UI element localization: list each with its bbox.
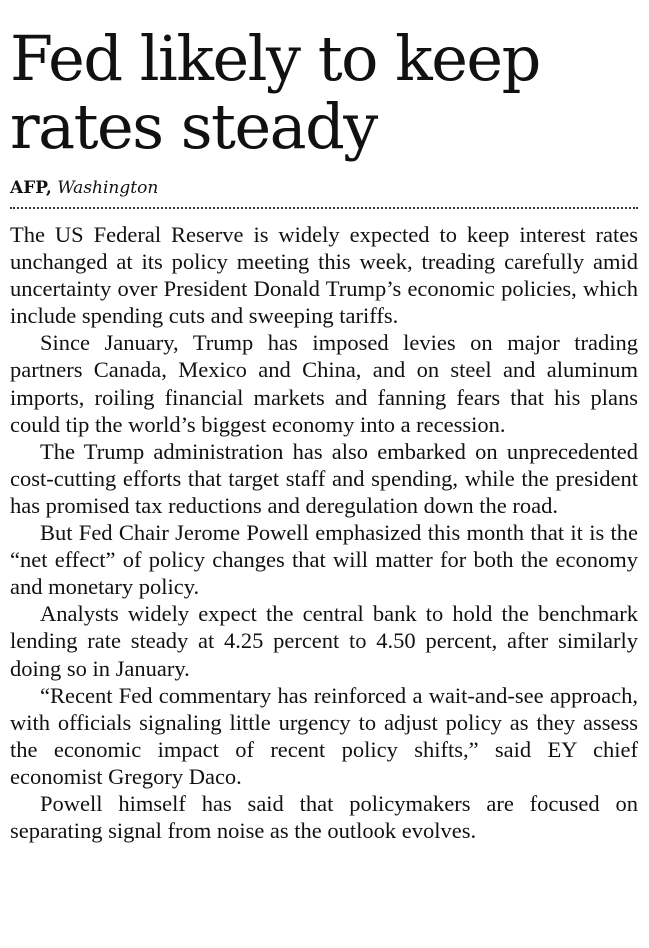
paragraph-7: Powell himself has said that policymakers are focused on separating signal from noise as the outlook evolves. xyxy=(10,790,638,844)
paragraph-3: The Trump administration has also embarked on unprecedented cost-cutting efforts that target staff and spending, while the president has promised tax reductions and deregulation down the road. xyxy=(10,438,638,518)
headline-line-1: Fed likely to keep xyxy=(10,22,540,95)
paragraph-4: But Fed Chair Jerome Powell emphasized this month that it is the “net effect” of policy changes that will matter for both the economy and monetary policy. xyxy=(10,520,638,600)
byline xyxy=(10,177,638,199)
paragraph-6: “Recent Fed commentary has reinforced a wait-and-see approach, with officials signaling little urgency to adjust policy as they assess the economic impact of recent policy shifts,” said EY chief economist Gregory Daco. xyxy=(10,682,638,789)
paragraph-5: Analysts widely expect the central bank to hold the benchmark lending rate steady at 4.25 percent to 4.50 percent, after similarly doing so in January. xyxy=(10,601,638,681)
headline-line-2: rates steady xyxy=(10,90,377,163)
dotted-divider xyxy=(10,207,638,209)
byline-location: Washington xyxy=(57,178,159,198)
paragraph-2: Since January, Trump has imposed levies on major trading partners Canada, Mexico and China, and on steel and aluminum imports, roiling financial markets and fanning fears that his plans could tip the world’s biggest economy into a recession. xyxy=(10,330,638,437)
news-article xyxy=(10,0,638,844)
paragraph-1: The US Federal Reserve is widely expected to keep interest rates unchanged at its policy meeting this week, treading carefully amid uncertainty over President Donald Trump’s economic policies, which include spending cuts and sweeping tariffs. xyxy=(10,222,638,329)
headline xyxy=(10,22,638,163)
byline-agency: AFP, xyxy=(10,178,52,198)
article-body xyxy=(10,221,638,844)
